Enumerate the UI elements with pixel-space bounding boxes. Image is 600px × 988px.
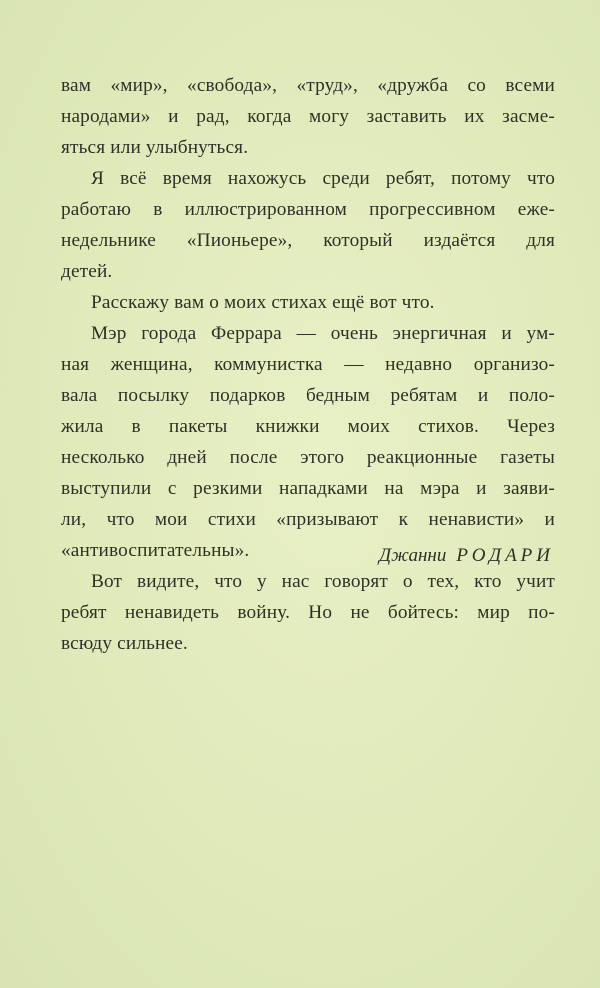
text-line-10: ная женщина, коммунистка — недавно организо- [61,354,555,375]
text-line-4: Я всё время нахожусь среди ребят, потому что [91,168,555,189]
text-line-15: ли, что мои стихи «призывают к ненависти» и [61,509,555,530]
text-line-6: недельнике «Пионьере», который издаётся для [61,230,555,251]
text-line-3: яться или улыбнуться. [61,137,249,158]
text-line-12: жила в пакеты книжки моих стихов. Через [61,416,555,437]
text-line-2: народами» и рад, когда могу заставить их засме- [61,106,555,127]
text-line-17: Вот видите, что у нас говорят о тех, кто учит [91,571,555,592]
text-line-9: Мэр города Феррара — очень энергичная и ум- [91,323,555,344]
letter-text [61,70,555,659]
author-last-name: РОДАРИ [456,545,554,566]
text-line-13: несколько дней после этого реакционные газеты [61,447,555,468]
text-line-8: Расскажу вам о моих стихах ещё вот что. [91,292,435,313]
text-line-19: всюду сильнее. [61,633,188,654]
author-signature [379,545,554,567]
text-line-7: детей. [61,261,113,282]
text-line-11: вала посылку подарков бедным ребятам и поло- [61,385,555,406]
text-line-14: выступили с резкими нападками на мэра и заяви- [61,478,555,499]
text-line-18: ребят ненавидеть войну. Но не бойтесь: мир по- [61,602,555,623]
text-line-16: «антивоспитательны». [61,540,250,561]
text-line-5: работаю в иллюстрированном прогрессивном еже- [61,199,555,220]
author-first-name: Джанни [379,545,447,566]
text-line-1: вам «мир», «свобода», «труд», «дружба со всеми [61,75,555,96]
